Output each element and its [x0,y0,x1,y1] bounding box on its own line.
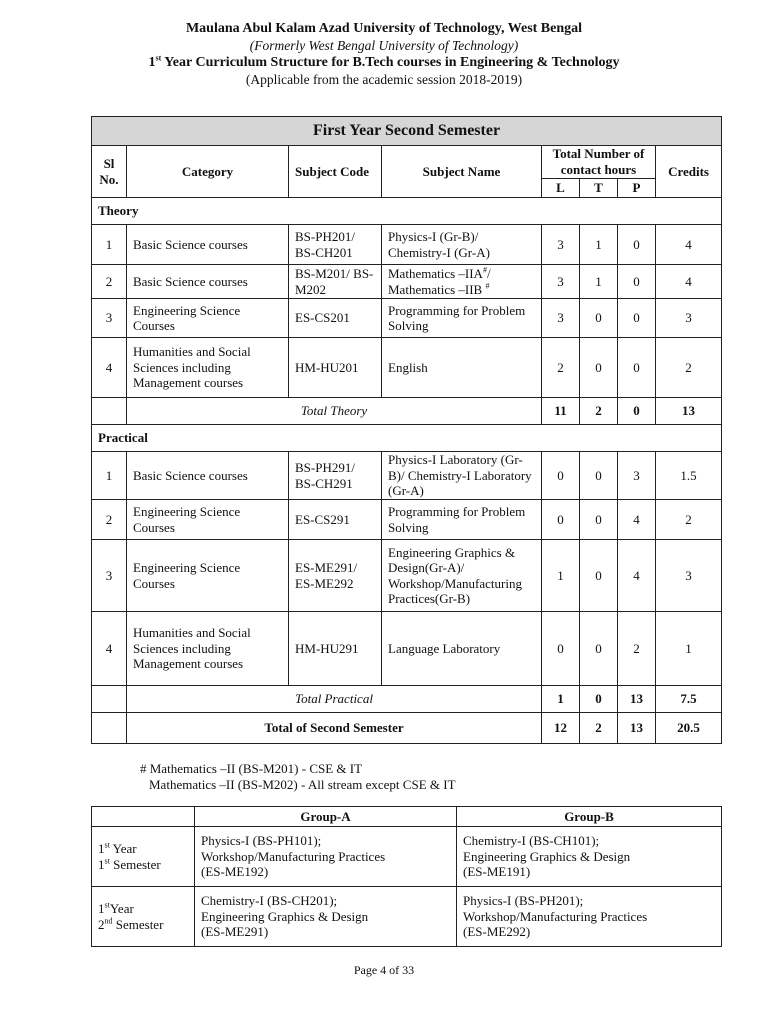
total-theory-label: Total Theory [127,398,542,425]
cell-credits: 13 [656,398,722,425]
cell-t: 0 [580,686,618,713]
cell-l: 0 [542,452,580,500]
cell-name: Programming for Problem Solving [382,299,542,338]
cell-p: 0 [618,338,656,398]
cell-category: Basic Science courses [127,452,289,500]
cell-t: 0 [580,612,618,686]
cell-p: 3 [618,452,656,500]
cell-sl: 1 [92,452,127,500]
cell-code: HM-HU201 [289,338,382,398]
cell-group-a: Physics-I (BS-PH101); Workshop/Manufacturing Practices (ES-ME192) [195,827,457,887]
table-row [92,265,722,299]
curriculum-table [91,116,722,744]
cell-p: 0 [618,299,656,338]
header-contact-hours: Total Number of contact hours [542,146,656,179]
table-row [92,338,722,398]
total-theory-row [92,398,722,425]
footnotes [140,761,456,793]
cell-code: ES-CS291 [289,500,382,540]
cell-l: 2 [542,338,580,398]
header-group-b: Group-B [457,807,722,827]
header-l: L [542,179,580,198]
cell-name: Physics-I (Gr-B)/ Chemistry-I (Gr-A) [382,225,542,265]
table-row [92,500,722,540]
cell-credits: 2 [656,338,722,398]
cell-p: 0 [618,225,656,265]
table-row [92,887,722,947]
cell-l: 3 [542,265,580,299]
table-row [92,299,722,338]
cell-category: Engineering Science Courses [127,540,289,612]
header-group-a: Group-A [195,807,457,827]
cell-sl: 4 [92,338,127,398]
cell-sl: 3 [92,540,127,612]
cell-group-b: Chemistry-I (BS-CH101); Engineering Graphics & Design (ES-ME191) [457,827,722,887]
cell-year-semester: 1st Year 1st Semester [92,827,195,887]
header-subject-code: Subject Code [289,146,382,198]
header-credits: Credits [656,146,722,198]
cell-name: English [382,338,542,398]
university-name: Maulana Abul Kalam Azad University of Technology, West Bengal [185,21,583,36]
header-sl-no: Sl No. [92,146,127,198]
table-row [92,540,722,612]
table-row [92,612,722,686]
cell-code: BS-PH291/ BS-CH291 [289,452,382,500]
document-header [0,20,768,88]
cell-credits: 1.5 [656,452,722,500]
cell-code: BS-PH201/ BS-CH201 [289,225,382,265]
cell-name: Engineering Graphics & Design(Gr-A)/ Workshop/Manufacturing Practices(Gr-B) [382,540,542,612]
cell-credits: 1 [656,612,722,686]
cell-t: 0 [580,452,618,500]
cell-t: 0 [580,500,618,540]
cell-p: 2 [618,612,656,686]
header-subject-name: Subject Name [382,146,542,198]
cell-p: 4 [618,540,656,612]
cell-credits: 20.5 [656,713,722,744]
cell-code: BS-M201/ BS-M202 [289,265,382,299]
cell-year-semester: 1stYear 2nd Semester [92,887,195,947]
total-practical-label: Total Practical [127,686,542,713]
cell-category: Engineering Science Courses [127,299,289,338]
total-semester-label: Total of Second Semester [127,713,542,744]
cell-t: 0 [580,540,618,612]
groups-table [91,806,722,947]
total-semester-row [92,713,722,744]
section-theory: Theory [92,198,722,225]
table-row [92,452,722,500]
total-practical-row [92,686,722,713]
page-number: Page 4 of 33 [353,963,415,977]
cell-category: Humanities and Social Sciences including Management courses [127,338,289,398]
table-row [92,225,722,265]
cell-t: 1 [580,265,618,299]
cell-l: 11 [542,398,580,425]
cell-code: ES-ME291/ ES-ME292 [289,540,382,612]
table-row [92,827,722,887]
cell-sl: 3 [92,299,127,338]
cell-l: 3 [542,299,580,338]
header-category: Category [127,146,289,198]
cell-credits: 4 [656,265,722,299]
cell-credits: 2 [656,500,722,540]
cell-credits: 3 [656,540,722,612]
cell-p: 0 [618,265,656,299]
cell-credits: 3 [656,299,722,338]
cell-p: 4 [618,500,656,540]
cell-name: Physics-I Laboratory (Gr-B)/ Chemistry-I Laboratory (Gr-A) [382,452,542,500]
curriculum-title: 1st Year Curriculum Structure for B.Tech courses in Engineering & Technology [148,53,620,70]
cell-l: 3 [542,225,580,265]
section-practical: Practical [92,425,722,452]
cell-category: Basic Science courses [127,225,289,265]
cell-sl: 2 [92,265,127,299]
cell-category: Engineering Science Courses [127,500,289,540]
cell-code: HM-HU291 [289,612,382,686]
footnote-line: Mathematics –II (BS-M202) - All stream except CSE & IT [149,777,456,792]
cell-t: 2 [580,713,618,744]
cell-sl: 2 [92,500,127,540]
cell-p: 13 [618,713,656,744]
cell-p: 0 [618,398,656,425]
cell-code: ES-CS201 [289,299,382,338]
header-p: P [618,179,656,198]
cell-t: 0 [580,299,618,338]
cell-group-a: Chemistry-I (BS-CH201); Engineering Graphics & Design (ES-ME291) [195,887,457,947]
former-name: (Formerly West Bengal University of Technology) [249,38,519,53]
cell-t: 1 [580,225,618,265]
applicable-session: (Applicable from the academic session 2018-2019) [245,72,523,87]
cell-t: 2 [580,398,618,425]
cell-sl: 4 [92,612,127,686]
cell-category: Humanities and Social Sciences including Management courses [127,612,289,686]
cell-group-b: Physics-I (BS-PH201); Workshop/Manufacturing Practices (ES-ME292) [457,887,722,947]
cell-l: 0 [542,500,580,540]
cell-sl: 1 [92,225,127,265]
cell-l: 0 [542,612,580,686]
cell-l: 1 [542,686,580,713]
cell-credits: 4 [656,225,722,265]
cell-l: 12 [542,713,580,744]
cell-credits: 7.5 [656,686,722,713]
cell-name: Programming for Problem Solving [382,500,542,540]
table-title: First Year Second Semester [92,117,722,146]
cell-p: 13 [618,686,656,713]
cell-name: Mathematics –IIA#/ Mathematics –IIB # [382,265,542,299]
footnote-line: # Mathematics –II (BS-M201) - CSE & IT [140,761,363,776]
cell-name: Language Laboratory [382,612,542,686]
cell-category: Basic Science courses [127,265,289,299]
cell-t: 0 [580,338,618,398]
header-t: T [580,179,618,198]
cell-l: 1 [542,540,580,612]
